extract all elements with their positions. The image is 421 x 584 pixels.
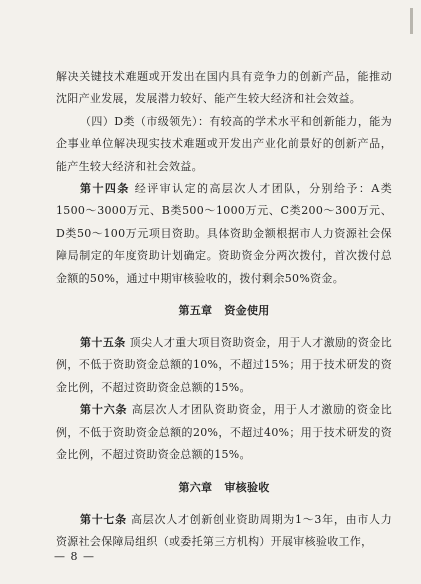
scan-edge-mark [410,8,413,34]
article-14 [56,178,392,290]
page-number: — 8 — [54,550,95,563]
chapter-6-heading [56,477,392,499]
chapter-6-title: 审核验收 [224,480,270,494]
paragraph-category-d: （四）D类（市级领先）：有较高的学术水平和创新能力，能为企事业单位解决现实技术难题或开发出产业化前景好的创新产品，能产生较大经济和社会效益。 [56,114,392,173]
article-16 [56,399,392,466]
article-15 [56,332,392,399]
chapter-6-number: 第六章 [178,480,213,494]
article-14-label: 第十四条 [80,182,130,196]
paragraph-continuation: 解决关键技术难题或开发出在国内具有竞争力的创新产品，能推动沈阳产业发展，发展潜力较好、能产生较大经济和社会效益。 [56,70,392,106]
article-16-label: 第十六条 [80,403,128,417]
document-body [56,66,392,553]
article-15-label: 第十五条 [80,336,126,350]
article-17-text: 高层次人才创新创业资助周期为1～3年，由市人力资源社会保障局组织（或委托第三方机构）开展审核验收工作， [56,512,392,548]
chapter-5-title: 资金使用 [224,304,270,318]
article-14-text: 经评审认定的高层次人才团队，分别给予：A类1500～3000万元、B类500～1000万元、C类200～300万元、D类50～100万元项目资助。具体资助金额根据市人力资源社会保障局制定的年度资助计划确定。资助资金分两次拨付，首次拨付总金额的50%，通过中期审核验收的，拨付剩余50%资金。 [56,182,393,285]
article-16-text: 高层次人才团队资助资金，用于人才激励的资金比例，不低于资助资金总额的20%，不超过40%；用于技术研发的资金比例，不超过资助资金总额的15%。 [56,403,393,462]
article-15-text: 顶尖人才重大项目资助资金，用于人才激励的资金比例，不低于资助资金总额的10%，不超过15%；用于技术研发的资金比例，不超过资助资金总额的15%。 [56,336,393,394]
chapter-5-heading [56,300,392,322]
article-17-label: 第十七条 [80,512,127,526]
chapter-5-number: 第五章 [178,304,213,318]
article-17 [56,509,392,554]
